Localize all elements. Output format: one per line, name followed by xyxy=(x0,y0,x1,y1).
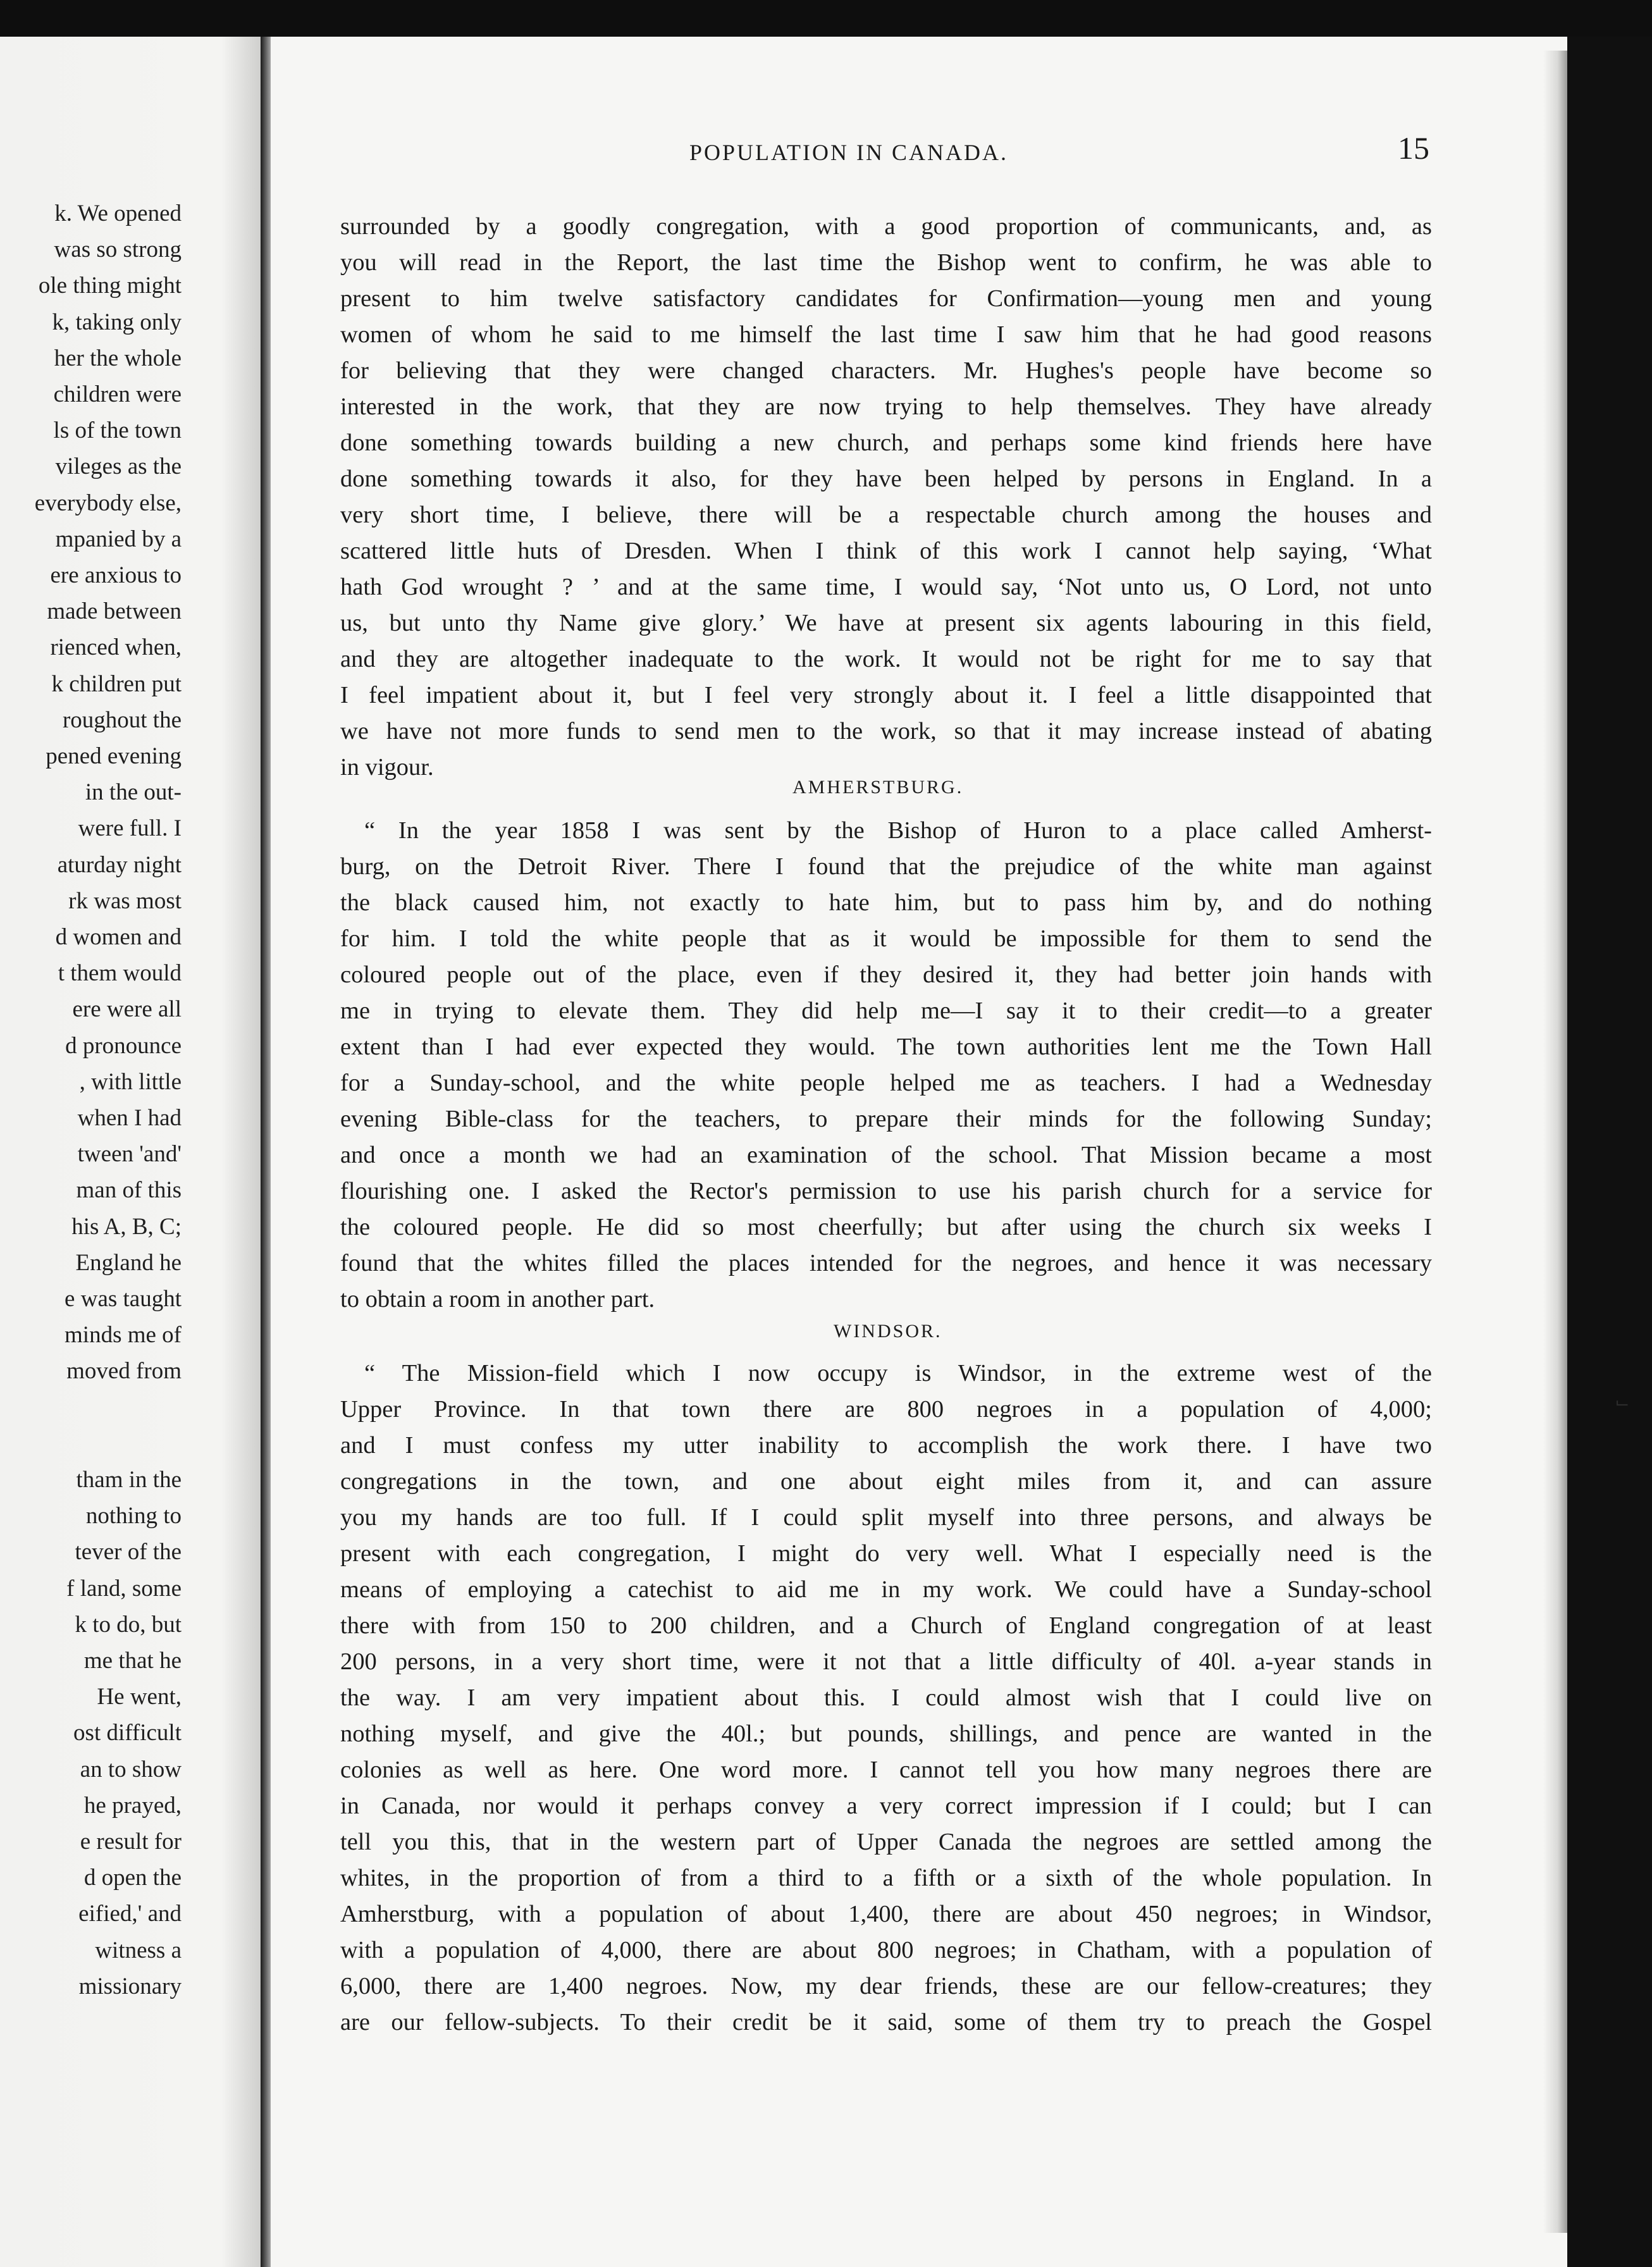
facing-page-line: moved from xyxy=(66,1358,182,1385)
page-edge-shadow xyxy=(1543,51,1567,2233)
facing-page-line: t them would xyxy=(58,960,182,987)
page-number: 15 xyxy=(1398,130,1429,166)
facing-page-line: k children put xyxy=(51,670,182,697)
facing-page-line: his A, B, C; xyxy=(71,1213,182,1240)
text-line: 6,000, there are 1,400 negroes. Now, my dear friends, these are our fellow-creatures; they xyxy=(340,1973,1432,1999)
section-heading-amherstburg: AMHERSTBURG. xyxy=(792,777,964,798)
facing-page-line: d pronounce xyxy=(65,1032,182,1059)
facing-page-fragment xyxy=(0,37,261,2267)
facing-page-line: witness a xyxy=(95,1937,182,1963)
text-line: there with from 150 to 200 children, and a Church of England congregation of at least xyxy=(340,1612,1432,1639)
facing-page-line: ole thing might xyxy=(38,273,182,299)
text-line: the way. I am very impatient about this. I could almost wish that I could live on xyxy=(340,1684,1432,1711)
running-head: POPULATION IN CANADA. xyxy=(689,140,1008,165)
facing-page-line: aturday night xyxy=(57,851,182,878)
facing-page-line: f land, some xyxy=(66,1575,182,1602)
text-line: 200 persons, in a very short time, were it not that a little difficulty of 40l. a-year stands in xyxy=(340,1648,1432,1675)
text-line: tell you this, that in the western part of Upper Canada the negroes are settled among the xyxy=(340,1829,1432,1855)
facing-page-line: was so strong xyxy=(54,237,182,263)
text-line: you will read in the Report, the last time the Bishop went to confirm, he was able to xyxy=(340,249,1432,276)
facing-page-line: when I had xyxy=(77,1105,182,1131)
text-line: to obtain a room in another part. xyxy=(340,1286,655,1313)
facing-page-line: tever of the xyxy=(75,1539,182,1566)
facing-page-line: d open the xyxy=(83,1865,182,1891)
facing-page-line: an to show xyxy=(80,1756,182,1782)
scan-top-border xyxy=(0,0,1652,37)
facing-page-line: he prayed, xyxy=(83,1792,182,1819)
text-line: scattered little huts of Dresden. When I think of this work I cannot help saying, ‘What xyxy=(340,538,1432,564)
facing-page-line: England he xyxy=(75,1249,182,1276)
text-line: Upper Province. In that town there are 800 negroes in a population of 4,000; xyxy=(340,1396,1432,1423)
text-line: means of employing a catechist to aid me in my work. We could have a Sunday-school xyxy=(340,1576,1432,1603)
facing-page-line: He went, xyxy=(97,1684,182,1710)
facing-page-line: missionary xyxy=(78,1973,182,1999)
text-line: women of whom he said to me himself the last time I saw him that he had good reasons xyxy=(340,321,1432,348)
text-line: coloured people out of the place, even if they desired it, they had better join hands with xyxy=(340,961,1432,988)
text-line: we have not more funds to send men to the work, so that it may increase instead of abating xyxy=(340,718,1432,744)
text-line: interested in the work, that they are now trying to help themselves. They have already xyxy=(340,393,1432,420)
text-line: hath God wrought ? ’ and at the same time, I would say, ‘Not unto us, O Lord, not unto xyxy=(340,574,1432,600)
text-line: done something towards building a new church, and perhaps some kind friends here have xyxy=(340,429,1432,456)
text-line: surrounded by a goodly congregation, with a good proportion of communicants, and, as xyxy=(340,213,1432,240)
facing-page-line: , with little xyxy=(79,1068,182,1095)
text-line: “ In the year 1858 I was sent by the Bishop of Huron to a place called Amherst- xyxy=(364,817,1432,844)
paragraph-windsor xyxy=(340,1356,1432,2041)
text-line: and once a month we had an examination of the school. That Mission became a most xyxy=(340,1142,1432,1168)
text-line: evening Bible-class for the teachers, to prepare their minds for the following Sunday; xyxy=(340,1106,1432,1132)
facing-page-line: k. We opened xyxy=(54,201,182,226)
facing-page-line: k to do, but xyxy=(75,1611,182,1638)
text-line: in Canada, nor would it perhaps convey a very correct impression if I could; but I can xyxy=(340,1793,1432,1819)
facing-page-line: tham in the xyxy=(76,1467,182,1493)
facing-page-line: ost difficult xyxy=(73,1720,182,1746)
text-line: the black caused him, not exactly to hate him, but to pass him by, and do nothing xyxy=(340,889,1432,916)
text-line: you my hands are too full. If I could split myself into three persons, and always be xyxy=(340,1504,1432,1531)
facing-page-line: made between xyxy=(47,598,182,625)
facing-page-line: nothing to xyxy=(85,1503,182,1529)
text-line: us, but unto thy Name give glory.’ We have at present six agents labouring in this field, xyxy=(340,610,1432,636)
text-line: present to him twelve satisfactory candidates for Confirmation—young men and young xyxy=(340,285,1432,312)
facing-page-line: e was taught xyxy=(65,1286,182,1312)
facing-page-line: mpanied by a xyxy=(55,526,182,552)
facing-page-line: minds me of xyxy=(65,1322,182,1349)
facing-page-line: man of this xyxy=(76,1177,182,1204)
facing-page-line: her the whole xyxy=(54,345,182,371)
text-line: and they are altogether inadequate to the work. It would not be right for me to say that xyxy=(340,646,1432,672)
text-line: with a population of 4,000, there are about 800 negroes; in Chatham, with a population of xyxy=(340,1937,1432,1963)
text-line: Amherstburg, with a population of about 1,400, there are about 450 negroes; in Windsor, xyxy=(340,1901,1432,1927)
facing-page-line: e result for xyxy=(80,1829,182,1855)
facing-page-line: ls of the town xyxy=(53,417,182,444)
facing-page-line: children were xyxy=(53,381,182,407)
text-line: flourishing one. I asked the Rector's permission to use his parish church for a service for xyxy=(340,1178,1432,1204)
paragraph-amherstburg xyxy=(340,813,1432,1318)
facing-page-line: pened evening xyxy=(46,743,182,769)
facing-page-line: vileges as the xyxy=(55,454,182,480)
text-line: “ The Mission-field which I now occupy is Windsor, in the extreme west of the xyxy=(364,1360,1432,1387)
facing-page-line: everybody else, xyxy=(34,490,182,516)
text-line: extent than I had ever expected they would. The town authorities lent me the Town Hall xyxy=(340,1034,1432,1060)
text-line: the coloured people. He did so most cheerfully; but after using the church six weeks I xyxy=(340,1214,1432,1240)
facing-page-line: rk was most xyxy=(68,887,182,914)
facing-page-line: ere were all xyxy=(72,996,182,1023)
facing-page-line: me that he xyxy=(83,1648,182,1674)
facing-page-line: tween 'and' xyxy=(77,1141,182,1168)
facing-page-line: roughout the xyxy=(62,707,182,733)
text-line: found that the whites filled the places intended for the negroes, and hence it was necessary xyxy=(340,1250,1432,1276)
text-line: nothing myself, and give the 40l.; but pounds, shillings, and pence are wanted in the xyxy=(340,1720,1432,1747)
text-line: done something towards it also, for they have been helped by persons in England. In a xyxy=(340,466,1432,492)
text-line: present with each congregation, I might do very well. What I especially need is the xyxy=(340,1540,1432,1567)
text-line: for a Sunday-school, and the white people helped me as teachers. I had a Wednesday xyxy=(340,1070,1432,1096)
facing-page-line: ere anxious to xyxy=(50,562,182,588)
scan-edge-mark: ⌙ xyxy=(1615,1393,1630,1412)
paragraph-continued xyxy=(340,209,1432,786)
text-line: for him. I told the white people that as it would be impossible for them to send the xyxy=(340,925,1432,952)
text-line: colonies as well as here. One word more. I cannot tell you how many negroes there are xyxy=(340,1757,1432,1783)
text-line: in vigour. xyxy=(340,754,434,781)
text-line: burg, on the Detroit River. There I found that the prejudice of the white man against xyxy=(340,853,1432,880)
facing-page-line: were full. I xyxy=(78,815,182,842)
facing-page-line: k, taking only xyxy=(52,309,182,335)
text-line: congregations in the town, and one about eight miles from it, and can assure xyxy=(340,1468,1432,1495)
text-line: for believing that they were changed characters. Mr. Hughes's people have become so xyxy=(340,357,1432,384)
text-line: me in trying to elevate them. They did help me—I say it to their credit—to a greater xyxy=(340,998,1432,1024)
facing-page-line: in the out- xyxy=(85,779,182,806)
text-line: and I must confess my utter inability to accomplish the work there. I have two xyxy=(340,1432,1432,1459)
facing-page-line: eified,' and xyxy=(78,1901,182,1927)
text-line: whites, in the proportion of from a third to a fifth or a sixth of the whole population. In xyxy=(340,1865,1432,1891)
facing-page-line: d women and xyxy=(55,924,182,950)
text-line: very short time, I believe, there will be a respectable church among the houses and xyxy=(340,502,1432,528)
section-heading-windsor: WINDSOR. xyxy=(834,1321,942,1342)
facing-page-line: rienced when, xyxy=(50,634,182,661)
text-line: I feel impatient about it, but I feel very strongly about it. I feel a little disappointed that xyxy=(340,682,1432,708)
scan-right-border xyxy=(1567,37,1652,2267)
text-line: are our fellow-subjects. To their credit be it said, some of them try to preach the Gospel xyxy=(340,2009,1432,2035)
